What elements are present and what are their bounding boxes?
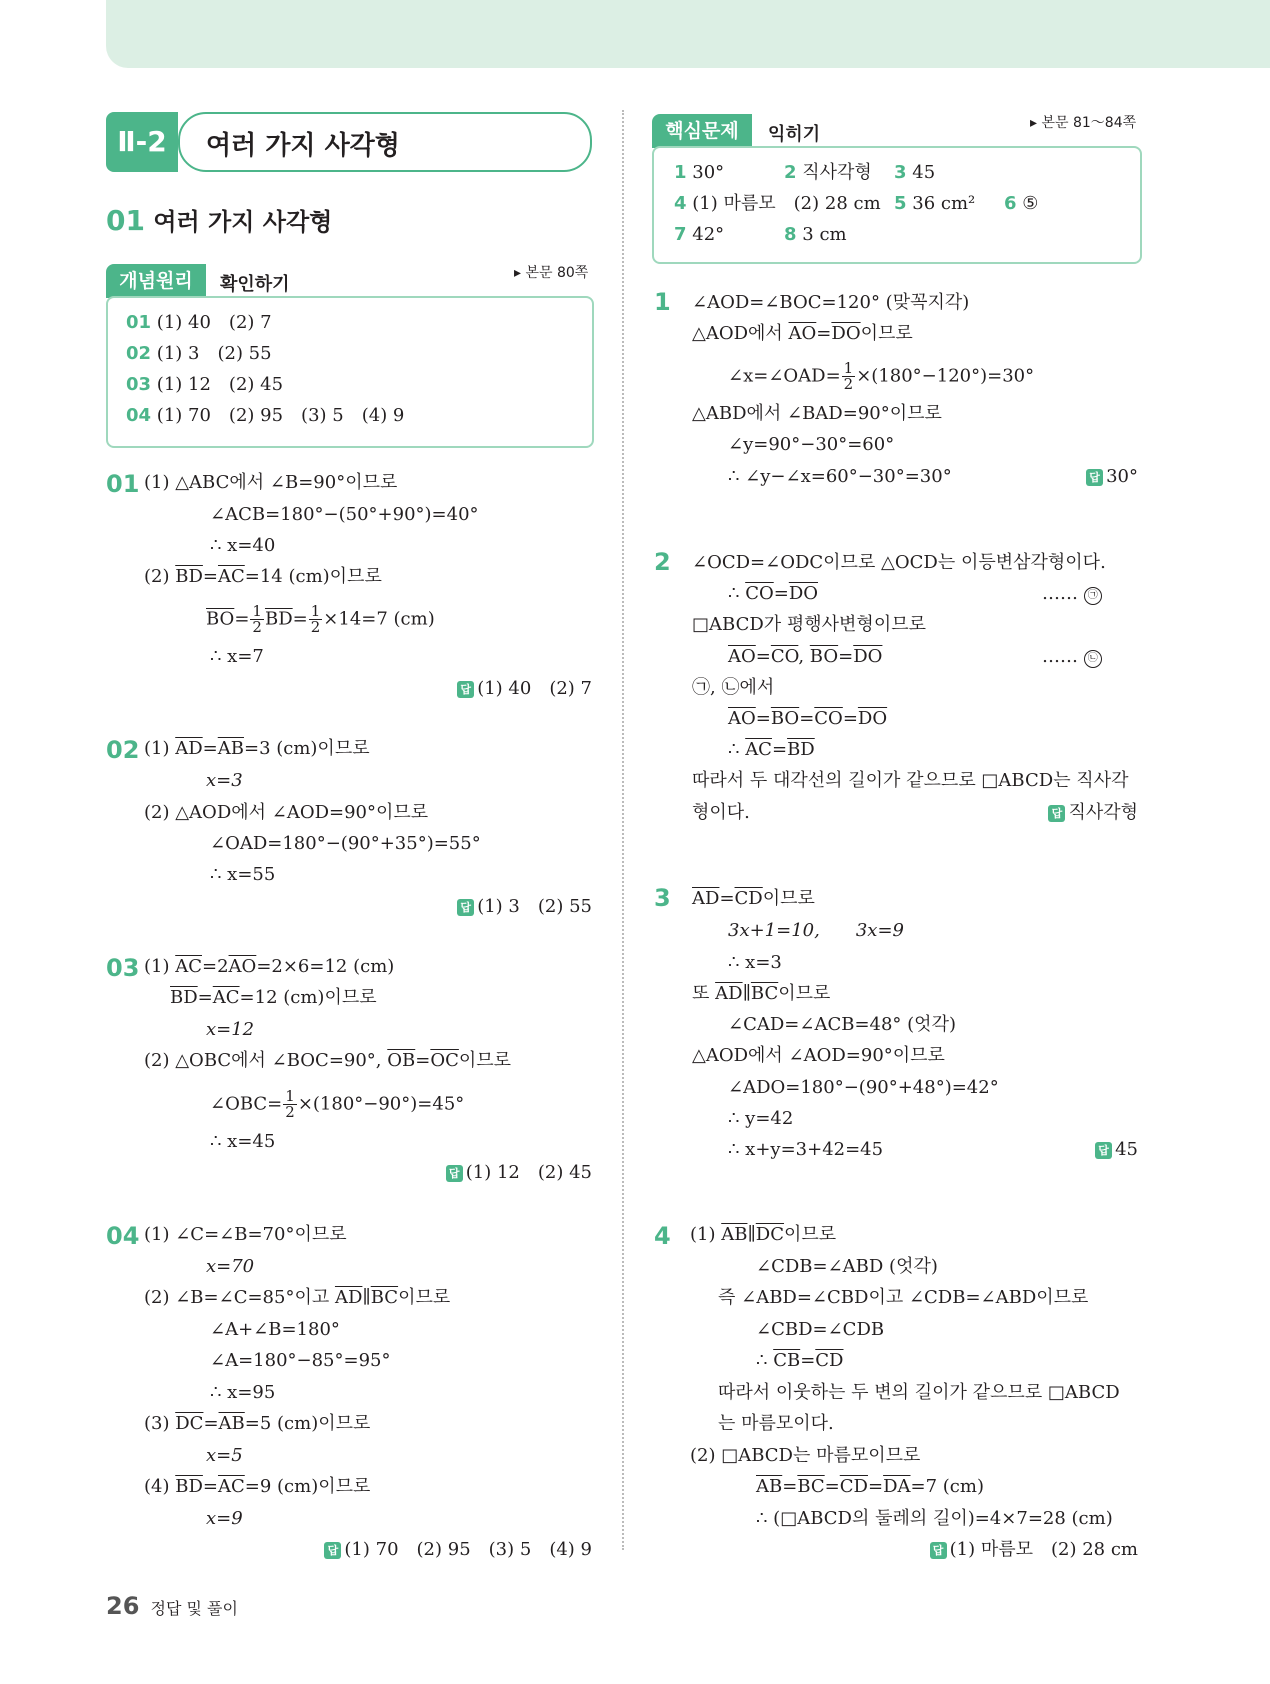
concept-tab: 개념원리 <box>106 264 206 298</box>
concept-tab2: 확인하기 <box>220 274 290 295</box>
solution-line: 또 $\overline{AD}\parallel\overline{BC}$이므로 <box>692 983 831 1004</box>
concept-row: 04 (1) 70 (2) 95 (3) 5 (4) 9 <box>126 405 405 426</box>
solution-line: □ABCD가 평행사변형이므로 <box>692 614 926 635</box>
solution-line: $\overline{AO}=\overline{BO}=\overline{CO}=\overline{DO}$ <box>728 708 888 729</box>
problem-num: 04 <box>106 1222 140 1250</box>
core-item: 6 ⑤ <box>1004 193 1039 214</box>
problem-num: 4 <box>654 1222 671 1250</box>
solution-line: ∴ y=42 <box>728 1108 794 1129</box>
answer: 답 45 <box>1095 1139 1138 1161</box>
concept-row: 02 (1) 3 (2) 55 <box>126 343 272 364</box>
solution-line: ∴ $\overline{AC}=\overline{BD}$ <box>728 739 815 760</box>
solution-line: △AOD에서 $\overline{AO}=\overline{DO}$이므로 <box>692 323 913 344</box>
solution-line: $\overline{BD}=\overline{AC}=12$ (cm)이므로 <box>170 987 377 1008</box>
solution-line: 는 마름모이다. <box>718 1413 834 1434</box>
solution-line: (2) △AOD에서 ∠AOD=90°이므로 <box>144 802 429 823</box>
chapter-header <box>106 112 592 172</box>
solution-line: ∠A=180°−85°=95° <box>210 1350 391 1371</box>
solution-line: ∠A+∠B=180° <box>210 1319 340 1340</box>
core-item: 7 42° <box>674 224 725 245</box>
answer: 답 (1) 12 (2) 45 <box>446 1162 592 1184</box>
core-item: 3 45 <box>894 162 936 183</box>
solution-line: $\overline{BO}=$ $\frac{1}{2}$ $\overline{BD}=$ $\frac{1}{2}$ ×14=7 (cm) <box>206 602 435 636</box>
solution-line: 즉 ∠ABD=∠CBD이고 ∠CDB=∠ABD이므로 <box>718 1287 1089 1308</box>
solution-line: 3x+1=10, 3x=9 <box>728 920 904 941</box>
core-item: 1 30° <box>674 162 725 183</box>
solution-line: △AOD에서 ∠AOD=90°이므로 <box>692 1045 945 1066</box>
solution-line: ∠y=90°−30°=60° <box>728 434 895 455</box>
concept-row: 01 (1) 40 (2) 7 <box>126 312 272 333</box>
page-footer <box>106 1592 238 1620</box>
problem-num: 2 <box>654 548 671 576</box>
solution-line: ∴ x+y=3+42=45 <box>728 1139 884 1160</box>
answer: 답 (1) 70 (2) 95 (3) 5 (4) 9 <box>324 1539 592 1561</box>
solution-line: x=70 <box>206 1256 255 1277</box>
concept-ref: ▸ 본문 80쪽 <box>514 265 589 281</box>
chapter-code: Ⅱ-2 <box>106 112 178 172</box>
solution-line: $\overline{AO}=\overline{CO}$, $\overline{BO}=\overline{DO}$ <box>728 646 883 667</box>
problem-num: 3 <box>654 884 671 912</box>
solution-line: $\overline{AB}=\overline{BC}=\overline{CD}=\overline{DA}=7$ (cm) <box>756 1476 984 1497</box>
problem-num: 1 <box>654 288 671 316</box>
solution-line: $\overline{AD}=\overline{CD}$이므로 <box>692 888 815 909</box>
solution-line: ∴ (□ABCD의 둘레의 길이)=4×7=28 (cm) <box>756 1508 1113 1529</box>
solution-line: 따라서 두 대각선의 길이가 같으므로 □ABCD는 직사각 <box>692 770 1129 791</box>
solution-line: ∴ ∠y−∠x=60°−30°=30° <box>728 466 952 487</box>
problem-num: 03 <box>106 954 140 982</box>
solution-line: x=3 <box>206 770 243 791</box>
footer-label: 정답 및 풀이 <box>150 1599 238 1618</box>
solution-line: 형이다. <box>692 802 750 823</box>
solution-line: ∠OAD=180°−(90°+35°)=55° <box>210 833 481 854</box>
solution-line: ∴ $\overline{CB}=\overline{CD}$ <box>756 1350 844 1371</box>
core-tab2: 익히기 <box>768 124 821 145</box>
solution-line: ∴ x=3 <box>728 952 782 973</box>
concept-ref-text: 본문 80쪽 <box>525 265 589 281</box>
solution-line: x=5 <box>206 1445 243 1466</box>
solution-line: ∠OCD=∠ODC이므로 △OCD는 이등변삼각형이다. <box>692 552 1106 573</box>
answer: 답 30° <box>1086 466 1138 488</box>
core-item: 8 3 cm <box>784 224 847 245</box>
section-label: 여러 가지 사각형 <box>153 208 333 236</box>
solution-line: ∠CAD=∠ACB=48° (엇각) <box>728 1014 956 1035</box>
core-item: 4 (1) 마름모 (2) 28 cm <box>674 193 881 214</box>
solution-line: (1) ∠C=∠B=70°이므로 <box>144 1224 347 1245</box>
solution-line: ∠ACB=180°−(50°+90°)=40° <box>210 504 479 525</box>
section-title <box>106 202 332 237</box>
answer: 답 직사각형 <box>1048 802 1138 824</box>
page-number: 26 <box>106 1592 140 1620</box>
solution-line: ∠CBD=∠CDB <box>756 1319 885 1340</box>
problem-num: 01 <box>106 470 140 498</box>
solution-line: (2) △OBC에서 ∠BOC=90°, $\overline{OB}=\overline{OC}$이므로 <box>144 1050 512 1071</box>
solution-line: ㉠, ㉡에서 <box>692 677 775 698</box>
solution-line: (3) $\overline{DC}=\overline{AB}=5$ (cm)이므로 <box>144 1413 371 1434</box>
solution-line: (2) ∠B=∠C=85°이고 $\overline{AD}\parallel\overline{BC}$이므로 <box>144 1287 451 1308</box>
solution-line: x=9 <box>206 1508 243 1529</box>
solution-line: (1) $\overline{AB}\parallel\overline{DC}$이므로 <box>690 1224 837 1245</box>
chapter-title: 여러 가지 사각형 <box>206 131 400 161</box>
answer: 답 (1) 40 (2) 7 <box>457 678 592 700</box>
solution-line: ∠OBC= $\frac{1}{2}$ ×(180°−90°)=45° <box>210 1087 465 1121</box>
solution-line: ∴ $\overline{CO}=\overline{DO}$ <box>728 583 819 604</box>
solution-line: (2) $\overline{BD}=\overline{AC}=14$ (cm)이므로 <box>144 566 382 587</box>
core-item: 5 36 cm² <box>894 193 976 214</box>
answer: 답 (1) 3 (2) 55 <box>457 896 592 918</box>
solution-line: ∠AOD=∠BOC=120° (맞꼭지각) <box>692 292 970 313</box>
solution-line: (2) □ABCD는 마름모이므로 <box>690 1445 921 1466</box>
core-item: 2 직사각형 <box>784 162 872 183</box>
solution-line: (1) $\overline{AD}=\overline{AB}=3$ (cm)이므로 <box>144 738 370 759</box>
solution-line: (1) $\overline{AC}=2\overline{AO}=2\times 6=12$ (cm) <box>144 956 395 977</box>
solution-line: ∴ x=7 <box>210 646 264 667</box>
solution-line: ∠ADO=180°−(90°+48°)=42° <box>728 1077 999 1098</box>
solution-line: (4) $\overline{BD}=\overline{AC}=9$ (cm)이므로 <box>144 1476 371 1497</box>
core-ref: ▸ 본문 81～84쪽 <box>1030 115 1137 131</box>
answer: 답 (1) 마름모 (2) 28 cm <box>930 1539 1138 1561</box>
column-divider <box>622 110 624 1550</box>
solution-line: x=12 <box>206 1019 255 1040</box>
solution-line: ∴ x=55 <box>210 864 276 885</box>
marker-2: …… ㉡ <box>1042 646 1102 668</box>
problem-num: 02 <box>106 736 140 764</box>
marker-1: …… ㉠ <box>1042 583 1102 605</box>
solution-line: ∠CDB=∠ABD (엇각) <box>756 1256 938 1277</box>
core-ref-text: 본문 81～84쪽 <box>1041 115 1137 131</box>
solution-line: △ABD에서 ∠BAD=90°이므로 <box>692 403 942 424</box>
top-banner <box>106 0 1270 68</box>
solution-line: ∴ x=45 <box>210 1131 276 1152</box>
concept-row: 03 (1) 12 (2) 45 <box>126 374 284 395</box>
solution-line: ∴ x=95 <box>210 1382 276 1403</box>
solution-line: (1) △ABC에서 ∠B=90°이므로 <box>144 472 398 493</box>
solution-line: 따라서 이웃하는 두 변의 길이가 같으므로 □ABCD <box>718 1382 1120 1403</box>
solution-line: ∠x=∠OAD= $\frac{1}{2}$ ×(180°−120°)=30° <box>728 359 1035 393</box>
solution-line: ∴ x=40 <box>210 535 276 556</box>
section-num: 01 <box>106 204 145 237</box>
core-tab: 핵심문제 <box>652 114 752 148</box>
